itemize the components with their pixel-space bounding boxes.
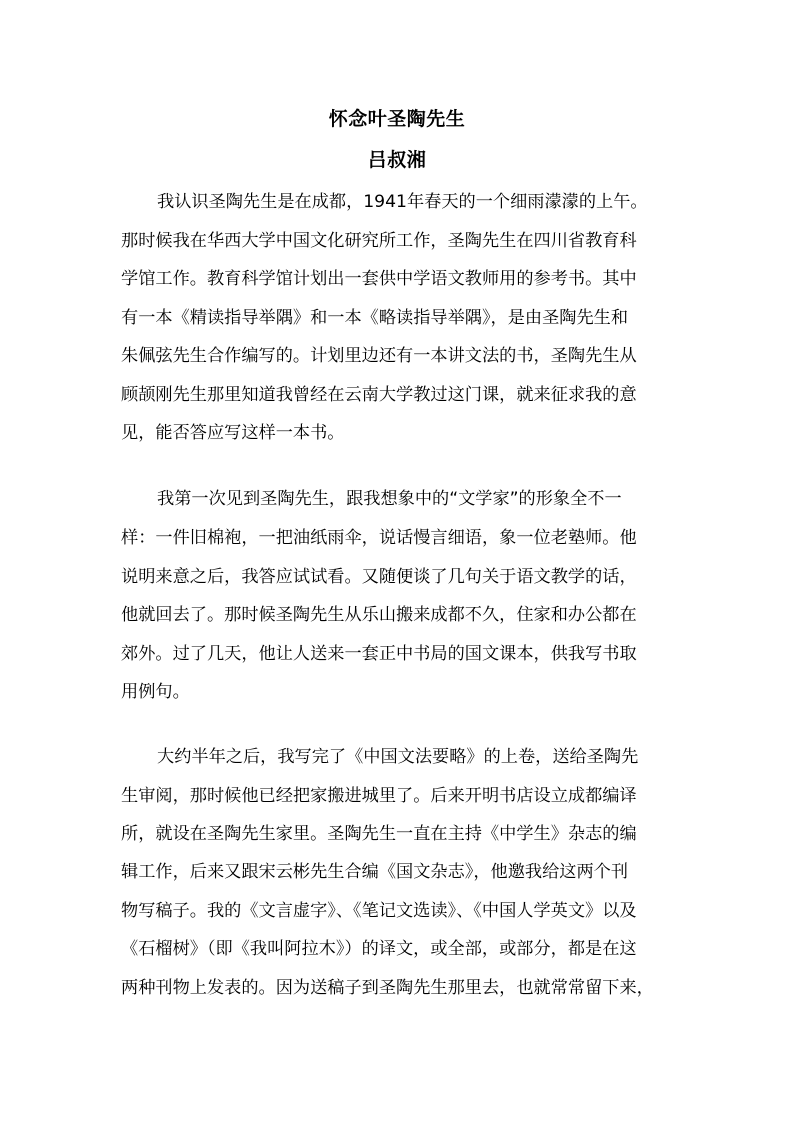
text-line: 两种刊物上发表的。因为送稿子到圣陶先生那里去，也就常常留下来， xyxy=(121,978,654,998)
text-line: 顾颉刚先生那里知道我曾经在云南大学教过这门课，就来征求我的意 xyxy=(121,385,637,405)
text-line: 所，就设在圣陶先生家里。圣陶先生一直在主持《中学生》杂志的编 xyxy=(121,824,637,844)
text-line: 见，能否答应写这样一本书。 xyxy=(121,423,345,443)
text-line: 物写稿子。我的《文言虚字》、《笔记文选读》、《中国人学英文》以及 xyxy=(121,901,637,921)
text-line: 朱佩弦先生合作编写的。计划里边还有一本讲文法的书，圣陶先生从 xyxy=(121,346,637,366)
text-line: 我认识圣陶先生是在成都，1941年春天的一个细雨濛濛的上午。 xyxy=(157,192,648,212)
text-line: 郊外。过了几天，他让人送来一套正中书局的国文课本，供我写书取 xyxy=(121,644,637,664)
document-title: 怀念叶圣陶先生 xyxy=(328,108,466,130)
text-line: 我第一次见到圣陶先生，跟我想象中的“文学家”的形象全不一 xyxy=(157,489,622,509)
text-line: 有一本《精读指导举隅》和一本《略读指导举隅》，是由圣陶先生和 xyxy=(121,308,629,328)
text-line: 说明来意之后，我答应试试看。又随便谈了几句关于语文教学的话， xyxy=(121,567,637,587)
text-line: 那时候我在华西大学中国文化研究所工作，圣陶先生在四川省教育科 xyxy=(121,231,637,251)
text-line: 大约半年之后，我写完了《中国文法要略》的上卷，送给圣陶先 xyxy=(157,747,639,767)
text-line: 《石榴树》（即《我叫阿拉木》）的译文，或全部，或部分，都是在这 xyxy=(121,939,637,959)
document-author: 吕叔湘 xyxy=(367,149,427,171)
text-line: 辑工作，后来又跟宋云彬先生合编《国文杂志》，他邀我给这两个刊 xyxy=(121,862,629,882)
text-line: 学馆工作。教育科学馆计划出一套供中学语文教师用的参考书。其中 xyxy=(121,269,637,289)
text-line: 他就回去了。那时候圣陶先生从乐山搬来成都不久，住家和办公都在 xyxy=(121,605,637,625)
text-line: 生审阅，那时候他已经把家搬进城里了。后来开明书店设立成都编译 xyxy=(121,786,637,806)
text-line: 样：一件旧棉袍，一把油纸雨伞，说话慢言细语，象一位老塾师。他 xyxy=(121,528,637,548)
text-line: 用例句。 xyxy=(121,682,190,702)
